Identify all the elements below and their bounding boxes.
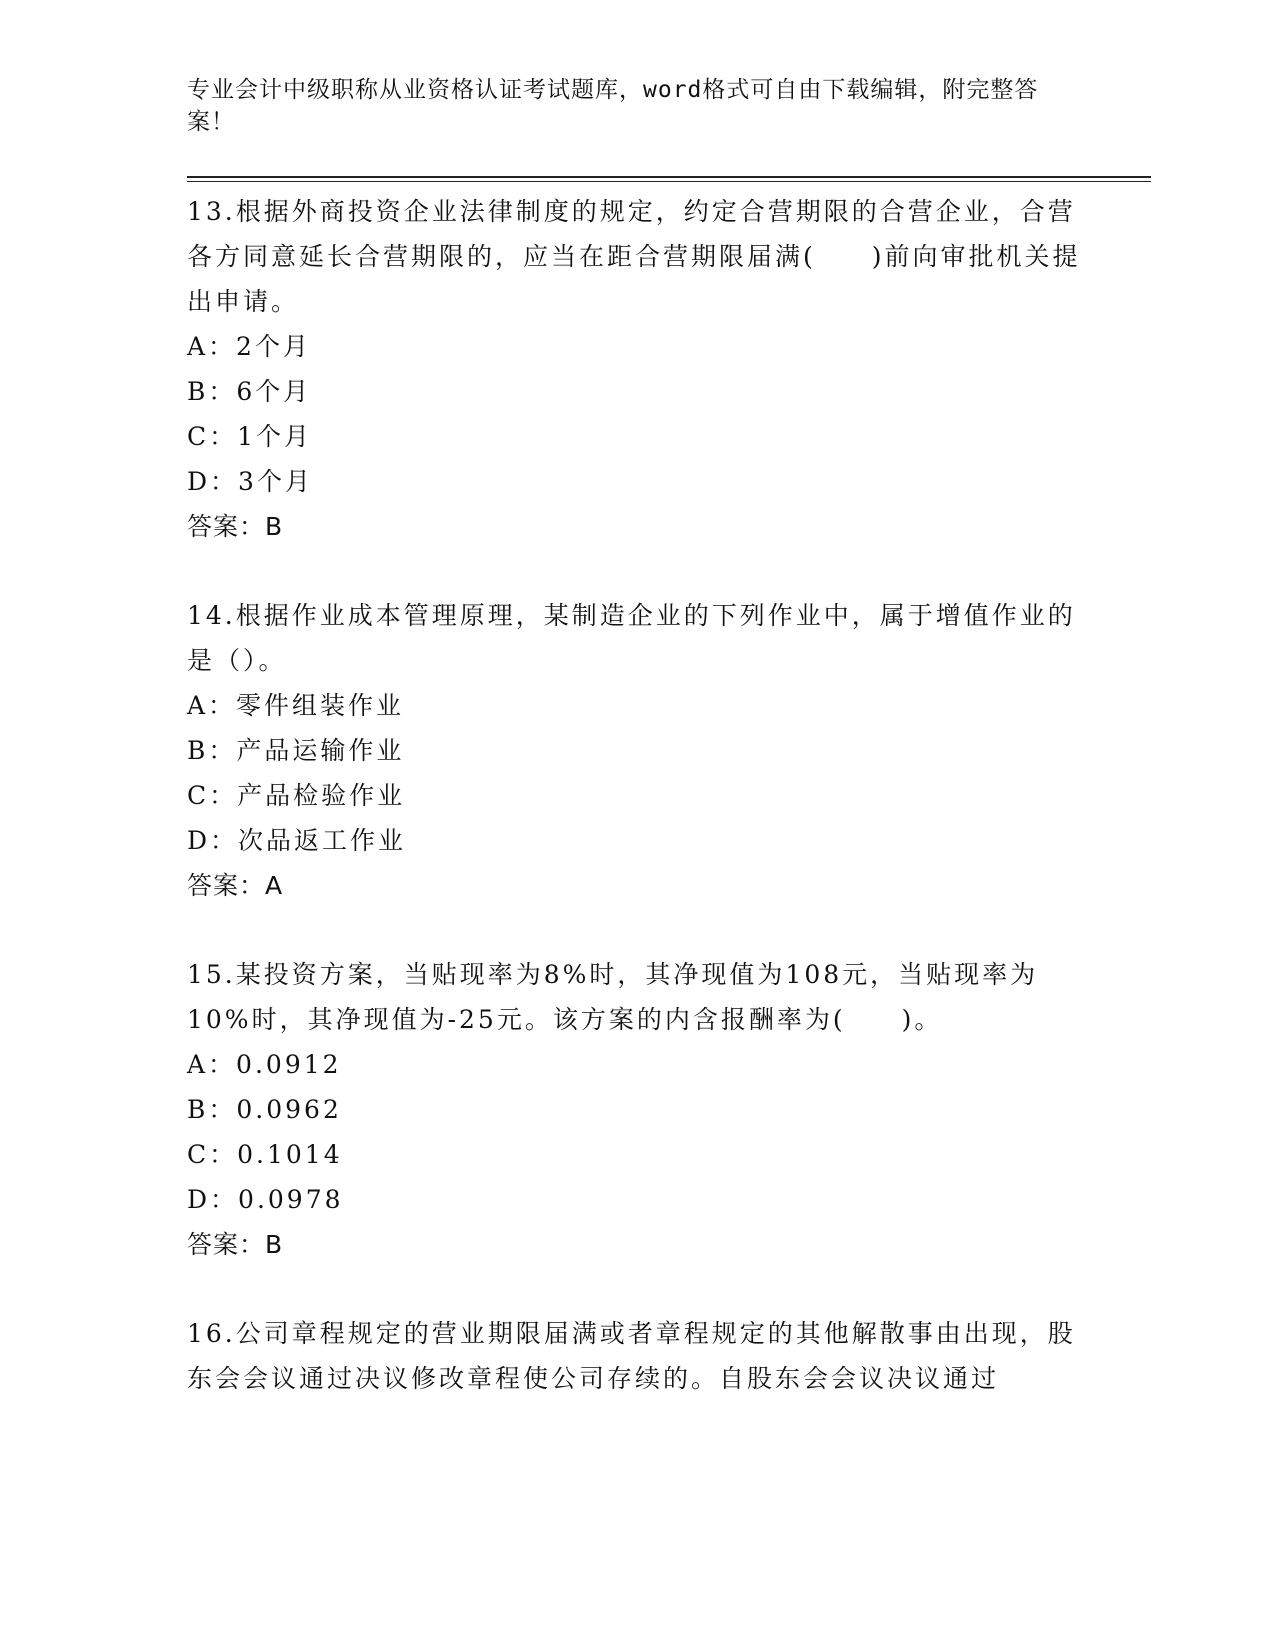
- answer-line: 答案：B: [187, 512, 284, 541]
- header-rule-thick: [187, 176, 1151, 178]
- question-stem: 15.某投资方案，当贴现率为8%时，其净现值为108元，当贴现率为10%时，其净现值为-25元。该方案的内含报酬率为( )。: [187, 960, 1039, 1034]
- question-stem: 14.根据作业成本管理原理，某制造企业的下列作业中，属于增值作业的是（）。: [187, 601, 1076, 675]
- option-d: D：次品返工作业: [187, 826, 407, 855]
- option-a: A：2个月: [187, 332, 311, 361]
- option-a: A：0.0912: [187, 1050, 342, 1079]
- option-d: D：3个月: [187, 467, 313, 496]
- option-c: C：1个月: [187, 422, 313, 451]
- answer-line: 答案：A: [187, 871, 284, 900]
- option-c: C：0.1014: [187, 1140, 343, 1169]
- question-16: [187, 1311, 1087, 1401]
- question-spacer: [187, 549, 1087, 593]
- question-spacer: [187, 908, 1087, 952]
- header-rule-thin: [187, 181, 1151, 182]
- option-b: B：0.0962: [187, 1095, 342, 1124]
- option-d: D：0.0978: [187, 1185, 344, 1214]
- question-15: [187, 952, 1087, 1267]
- question-stem: 16.公司章程规定的营业期限届满或者章程规定的其他解散事由出现，股东会会议通过决议修改章程使公司存续的。自股东会会议决议通过: [187, 1319, 1076, 1393]
- option-b: B：产品运输作业: [187, 736, 405, 765]
- option-b: B：6个月: [187, 377, 312, 406]
- question-14: [187, 593, 1087, 908]
- question-spacer: [187, 1267, 1087, 1311]
- question-list: [187, 189, 1087, 1401]
- question-stem: 13.根据外商投资企业法律制度的规定，约定合营期限的合营企业，合营各方同意延长合营期限的，应当在距合营期限届满( )前向审批机关提出申请。: [187, 197, 1081, 316]
- option-c: C：产品检验作业: [187, 781, 406, 810]
- option-a: A：零件组装作业: [187, 691, 405, 720]
- document-header: 专业会计中级职称从业资格认证考试题库，word格式可自由下载编辑，附完整答案！: [187, 77, 1039, 135]
- question-13: [187, 189, 1087, 549]
- answer-line: 答案：B: [187, 1230, 284, 1259]
